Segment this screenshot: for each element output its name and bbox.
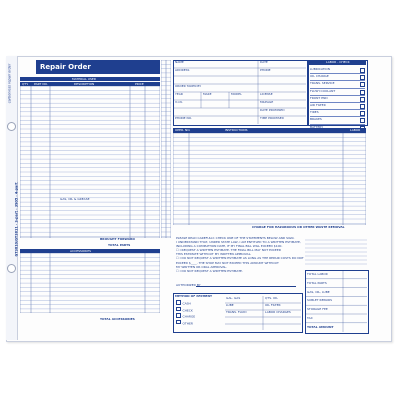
col-part-no: PART NO.: [34, 81, 48, 86]
checklist-item[interactable]: BRAKES: [310, 117, 365, 124]
checkbox[interactable]: [176, 313, 181, 318]
authorized-by-line: [196, 286, 296, 287]
label-time-promised: TIME PROMISED: [260, 116, 284, 120]
form-title: Repair Order: [40, 63, 91, 71]
checklist-item[interactable]: FLUSH COOLANT: [310, 89, 365, 96]
checkbox[interactable]: [360, 97, 365, 102]
label-labor-charges: LABOR CHARGES: [265, 310, 291, 314]
col-description: DESCRIPTION: [74, 81, 95, 86]
label-mileage: MILEAGE: [260, 100, 274, 104]
payment-option[interactable]: CHARGE: [176, 313, 221, 320]
label-gas-oil-grease: GAS, OIL & GREASE: [60, 197, 90, 201]
checkbox[interactable]: [360, 75, 365, 80]
checkbox[interactable]: [360, 111, 365, 116]
notes-lines: [305, 236, 367, 268]
label-total-accessories: TOTAL ACCESSORIES: [100, 317, 135, 321]
checkbox[interactable]: [360, 82, 365, 87]
authorization-text: PLEASE READ CAREFULLY. CHECK ONE OF THE STATEMENTS BELOW AND SIGN. I UNDERSTAND THAT, UNDER STATE LAW, I AM ENTITLED TO A WRITTEN ESTIMATE, INCLUDING A COMPLETION DATE, IF MY FINAL BILL WILL EXCEED $100. ☐ I REQUEST A WRITTEN ESTIMATE. THE FINAL BILL MAY NOT EXCEED THIS ESTIMATE WITHOUT MY WRITTEN APPROVAL. ☐ I DO NOT REQUEST A WRITTEN ESTIMATE AS LONG AS THE REPAIR COSTS DO NOT EXCEED $____. THE SHOP MAY NOT EXCEED THIS AMOUNT WITHOUT MY WRITTEN OR ORAL APPROVAL. ☐ I DO NOT REQUEST A WRITTEN ESTIMATE.: [176, 236, 304, 273]
checkbox[interactable]: [360, 68, 365, 73]
label-model: MODEL: [231, 92, 242, 96]
label-total-labor: TOTAL LABOR: [307, 272, 328, 276]
labor-charge-columns: [161, 60, 171, 238]
label-sublet-repairs: SUBLET REPAIRS: [307, 298, 333, 302]
checkbox[interactable]: [176, 307, 181, 312]
checkbox[interactable]: [360, 90, 365, 95]
payment-option[interactable]: CASH: [176, 300, 221, 307]
label-gal-gas: GAL. GAS: [226, 296, 241, 300]
label-order-taken-by: ORDER TAKEN BY: [175, 84, 202, 88]
label-gas-oil-lube: GAS, OIL, LUBE: [307, 289, 330, 294]
label-method-of-payment: METHOD OF PAYMENT: [175, 294, 213, 298]
label-make: MAKE: [203, 92, 212, 96]
binder-hole-bottom: [7, 264, 16, 273]
label-total-parts-summary: TOTAL PARTS: [307, 280, 327, 285]
checkbox[interactable]: [360, 118, 365, 123]
accessories-label: ACCESSORIES: [70, 248, 92, 253]
accessories-grid: [20, 253, 160, 313]
brand-vertical: carbonless repair order: [7, 63, 12, 104]
label-instructions: INSTRUCTIONS: [225, 128, 248, 132]
checkbox[interactable]: [176, 300, 181, 305]
hazardous-waste-note: CHARGE FOR HAZARDOUS OR OTHER WASTE REMOVAL: [252, 225, 345, 229]
label-vin: V.I.N.: [175, 100, 183, 104]
label-license: LICENSE: [260, 92, 273, 96]
label-trans-fluid: TRANS. FLUID: [226, 310, 247, 314]
checklist-header-label: LABOR - CHECK: [326, 60, 350, 64]
label-date-promised: DATE PROMISED: [260, 108, 285, 112]
label-phone: PHONE: [260, 68, 271, 72]
label-ph-no: PHONE NO.: [175, 116, 192, 120]
label-qts-oil: QTS. OIL: [265, 296, 278, 300]
label-labor-col: LABOR: [350, 128, 361, 132]
checklist-item[interactable]: OIL CHANGE: [310, 74, 365, 81]
payment-option[interactable]: CHECK: [176, 307, 221, 314]
checklist-item[interactable]: TIRES: [310, 110, 365, 117]
label-address: ADDRESS: [175, 68, 190, 72]
payment-options: [176, 300, 221, 326]
binder-hole-top: [7, 122, 16, 131]
label-name: NAME: [175, 60, 184, 64]
payment-option[interactable]: OTHER: [176, 320, 221, 327]
material-grid: [20, 86, 160, 238]
label-lube: LUBE: [226, 303, 234, 307]
checklist-item[interactable]: AIR FILTER: [310, 103, 365, 110]
label-year: YEAR: [175, 92, 183, 96]
col-qty: QTY.: [22, 81, 29, 86]
checkbox[interactable]: [176, 320, 181, 325]
checklist-item[interactable]: TRANS. SERVICE: [310, 81, 365, 88]
checkbox[interactable]: [360, 104, 365, 109]
label-brought-forward: BROUGHT FORWARD: [100, 237, 135, 241]
checklist-item[interactable]: LUBRICATION: [310, 67, 365, 74]
checklist-items: [310, 67, 365, 131]
col-price: PRICE: [135, 81, 144, 86]
label-date: DATE: [260, 60, 268, 64]
label-oper-no: OPER. NO.: [175, 128, 191, 132]
label-tax: TAX: [307, 315, 313, 320]
label-total-parts: TOTAL PARTS: [108, 243, 131, 247]
label-authorized-by: AUTHORIZED BY: [176, 283, 201, 287]
material-used-label: MATERIAL USED: [72, 76, 97, 81]
instructions-grid: [173, 133, 366, 225]
label-total-amount: TOTAL AMOUNT: [307, 324, 334, 329]
product-code: GT3810/GT3811 · 3-part · 3905 · 4-part: [14, 182, 19, 257]
label-oil-filter: OIL FILTER: [265, 303, 281, 307]
checklist-item[interactable]: BATTERY: [310, 125, 365, 131]
checklist-item[interactable]: FRONT END: [310, 96, 365, 103]
label-storage-fee: STORAGE FEE: [307, 307, 328, 311]
